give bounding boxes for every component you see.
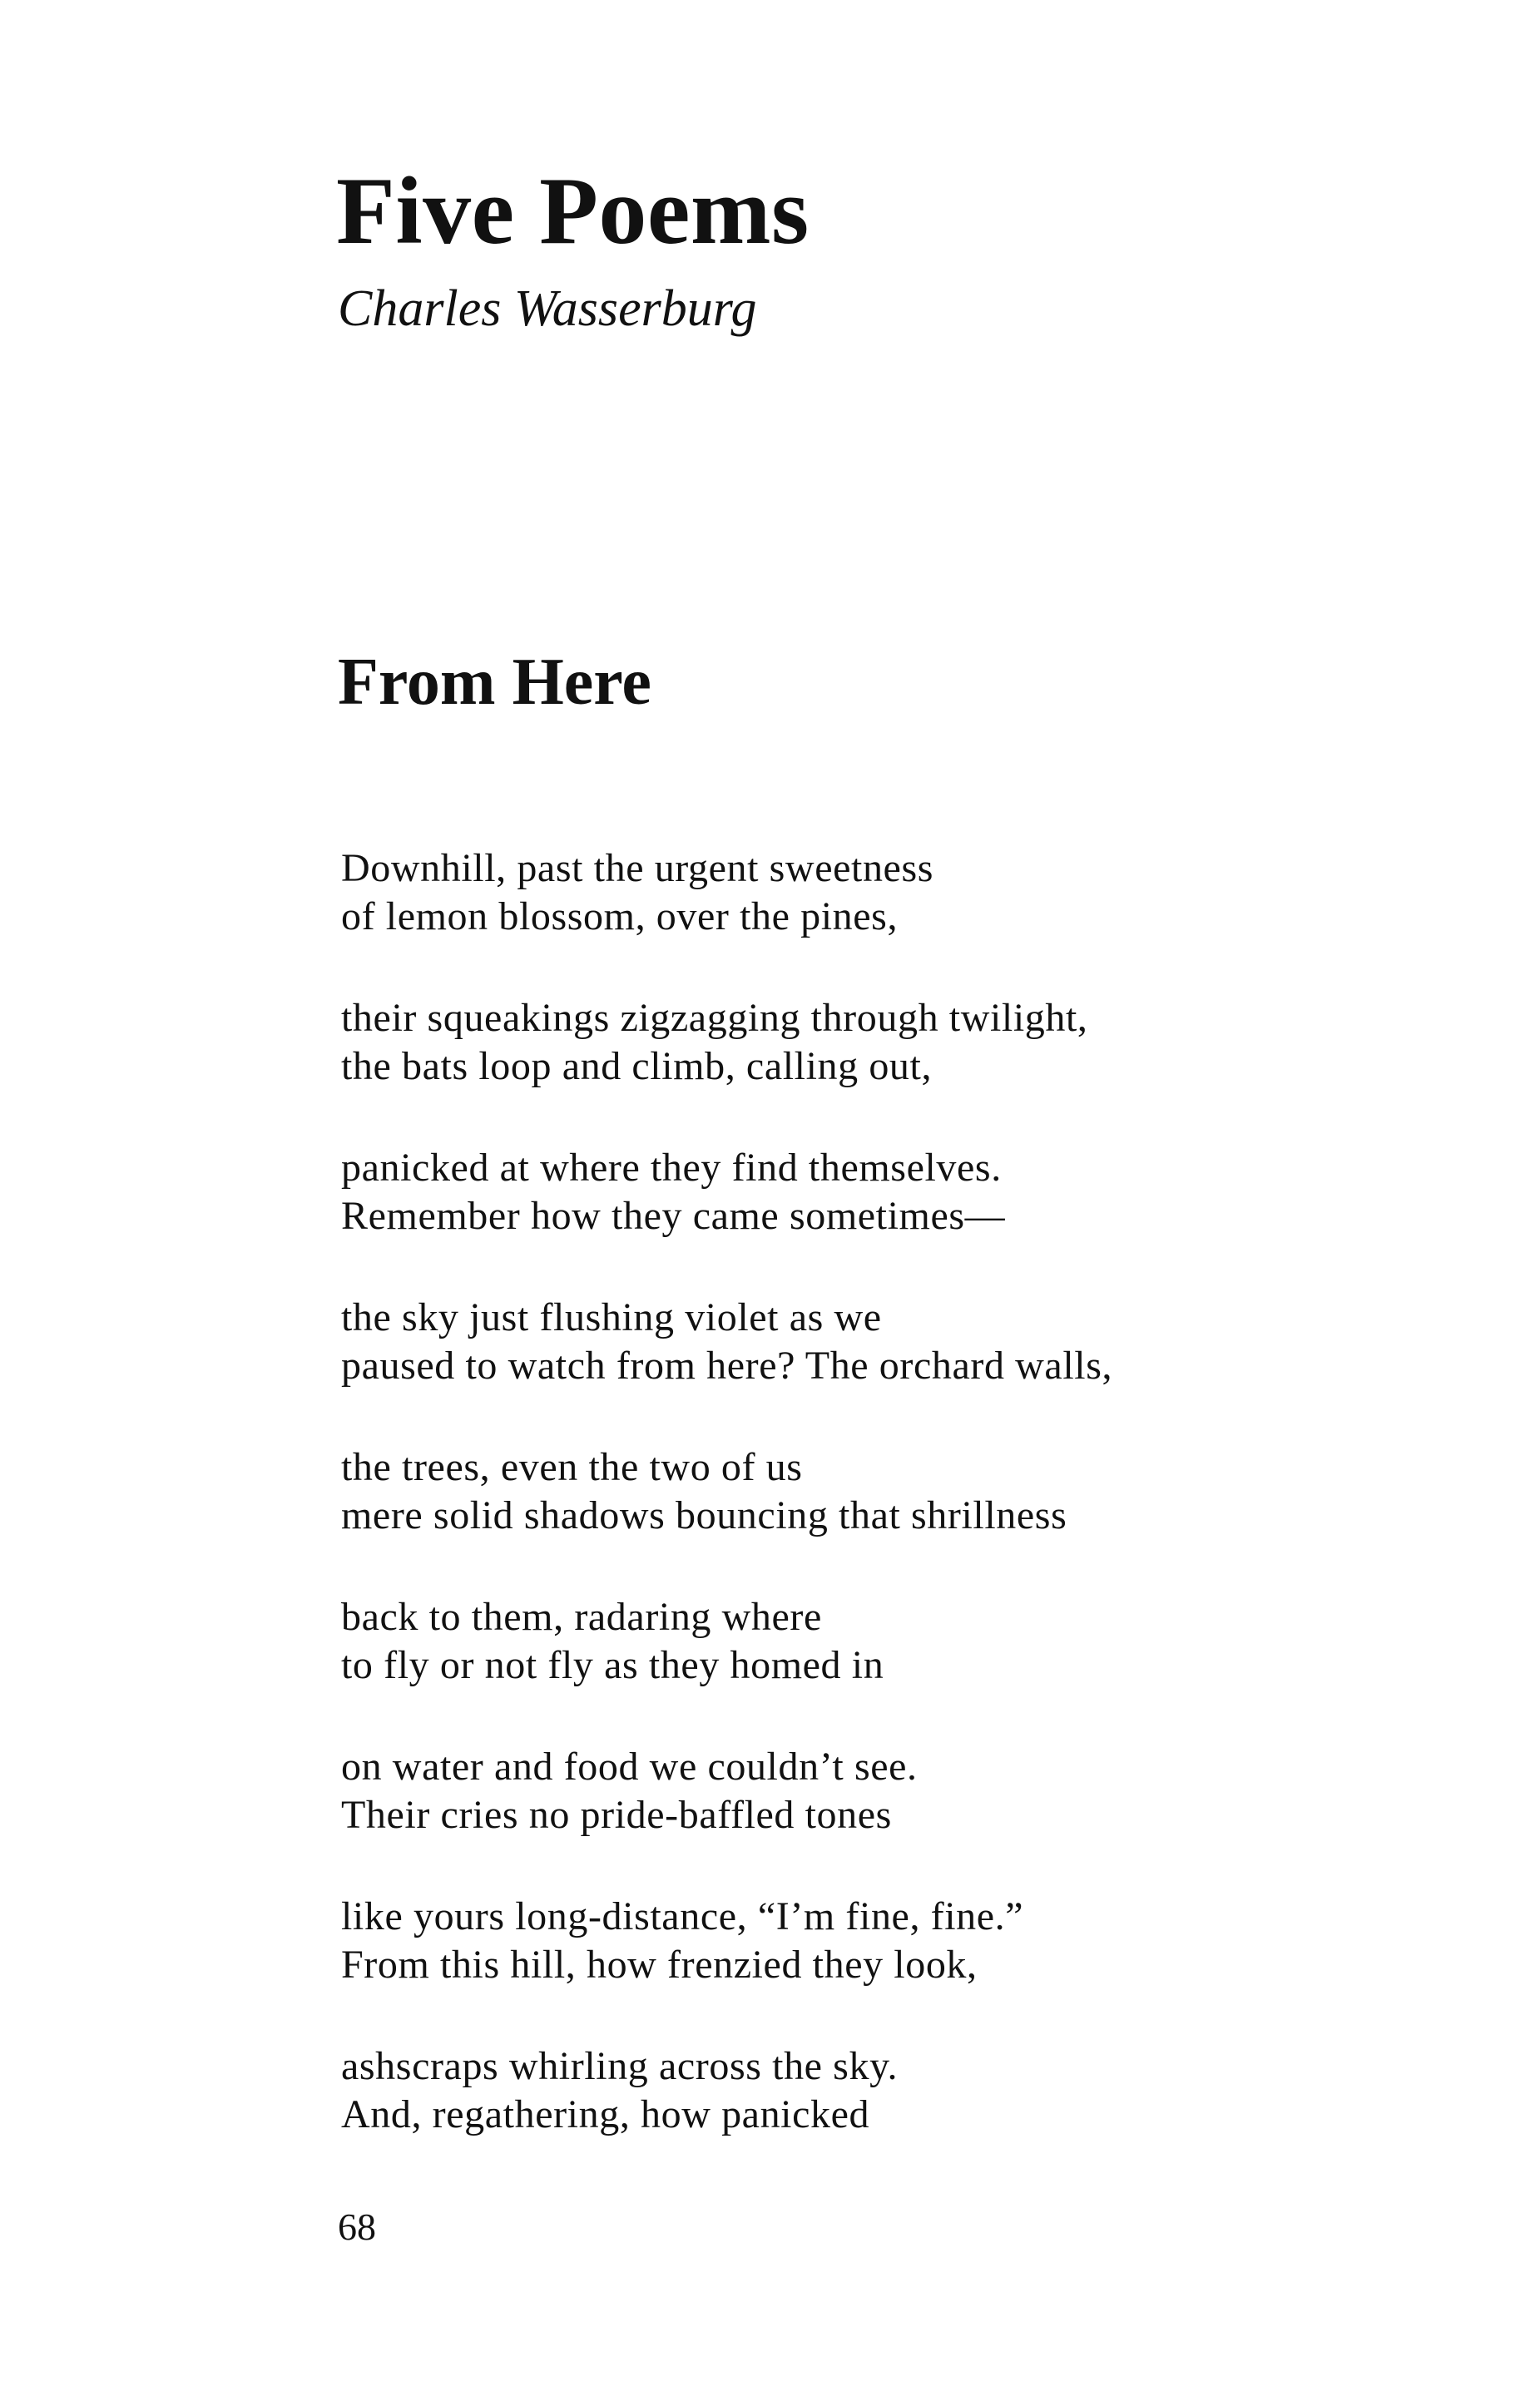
poem-line: Their cries no pride-baffled tones [341, 1793, 892, 1837]
poem-line: the bats loop and climb, calling out, [341, 1044, 933, 1088]
stanza [341, 994, 1423, 1091]
poem-line: like yours long-distance, “I’m fine, fine.” [341, 1894, 1024, 1938]
stanza [341, 2042, 1423, 2139]
poem-line: paused to watch from here? The orchard walls, [341, 1344, 1113, 1388]
page-number: 68 [338, 2206, 376, 2248]
poem-line: the sky just flushing violet as we [341, 1295, 882, 1339]
poem-line: their squeakings zigzagging through twilight, [341, 996, 1088, 1040]
stanza [341, 1443, 1423, 1540]
poem-title: From Here [338, 646, 651, 719]
stanza [341, 1743, 1423, 1839]
poem-line: the trees, even the two of us [341, 1445, 803, 1489]
poem-line: of lemon blossom, over the pines, [341, 894, 899, 938]
poem-line: And, regathering, how panicked [341, 2092, 870, 2136]
poem-line: mere solid shadows bouncing that shrillness [341, 1493, 1067, 1537]
stanza [341, 1893, 1423, 1989]
stanza [341, 1294, 1423, 1390]
poem-line: back to them, radaring where [341, 1595, 822, 1639]
poem-line: Downhill, past the urgent sweetness [341, 846, 934, 890]
stanza [341, 1593, 1423, 1690]
poem-line: on water and food we couldn’t see. [341, 1745, 918, 1789]
poem-line: From this hill, how frenzied they look, [341, 1943, 978, 1987]
author-name: Charles Wasserburg [338, 280, 757, 337]
poem-line: ashscraps whirling across the sky. [341, 2044, 899, 2088]
poem-body [341, 844, 1423, 2192]
stanza [341, 1144, 1423, 1240]
poem-line: panicked at where they find themselves. [341, 1146, 1002, 1190]
stanza [341, 844, 1423, 941]
poem-line: Remember how they came sometimes— [341, 1194, 1006, 1238]
collection-title: Five Poems [336, 158, 810, 265]
poem-line: to fly or not fly as they homed in [341, 1643, 884, 1687]
